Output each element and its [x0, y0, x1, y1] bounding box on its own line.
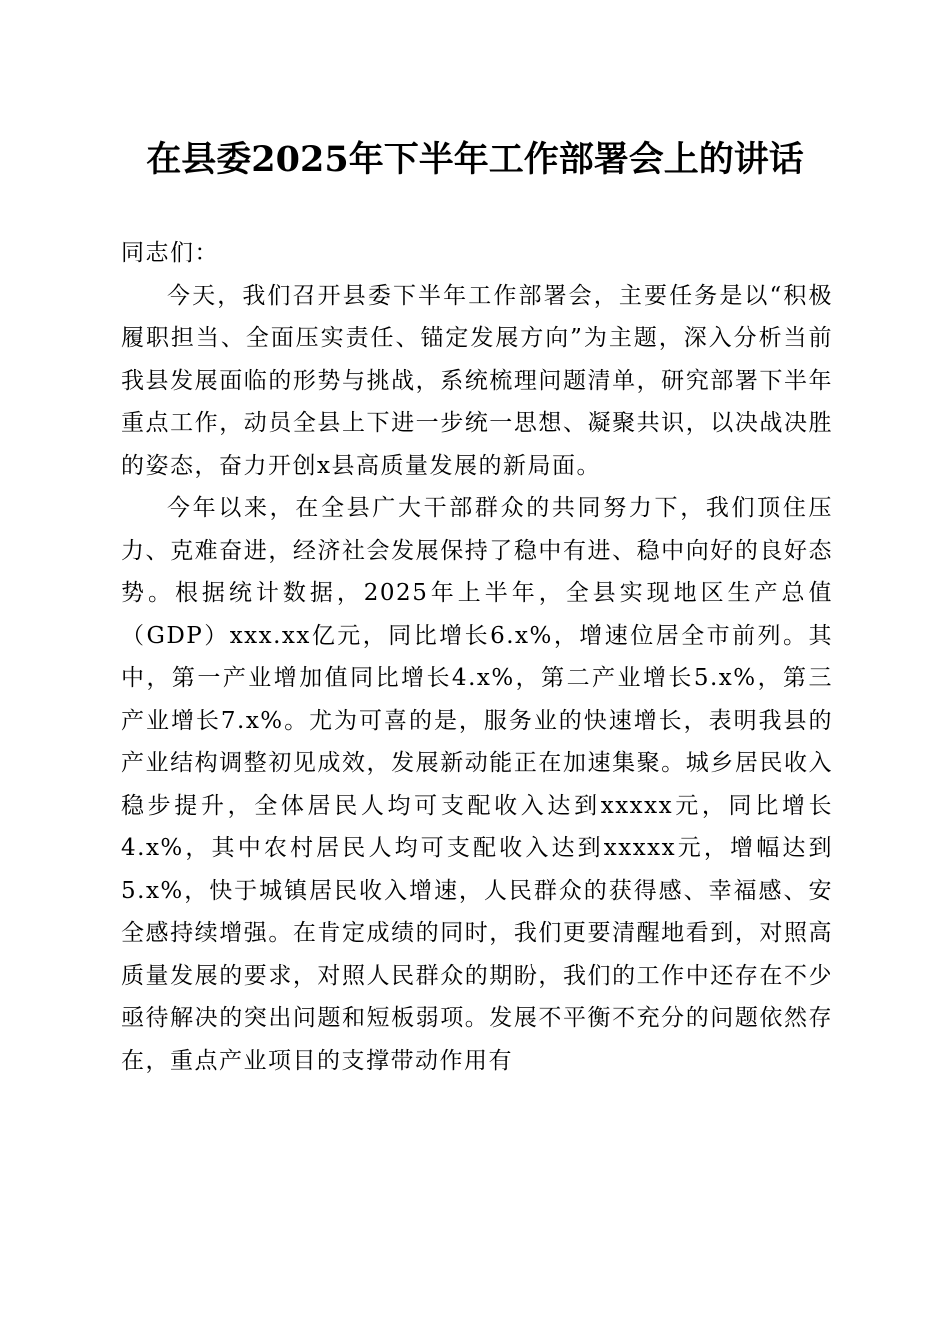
paragraph-intro: 今天，我们召开县委下半年工作部署会，主要任务是以“积极履职担当、全面压实责任、锚定发展方向”为主题，深入分析当前我县发展面临的形势与挑战，系统梳理问题清单，研究部署下半年重点工作，动员全县上下进一步统一思想、凝聚共识，以决战决胜的姿态，奋力开创x县高质量发展的新局面。 — [121, 282, 833, 479]
document-body — [121, 232, 833, 1082]
salutation: 同志们： — [121, 240, 219, 266]
document-title: 在县委2025年下半年工作部署会上的讲话 — [146, 139, 804, 180]
paragraph-review: 今年以来，在全县广大干部群众的共同努力下，我们顶住压力、克难奋进，经济社会发展保持了稳中有进、稳中向好的良好态势。根据统计数据，2025年上半年，全县实现地区生产总值（GDP）xxx.xx亿元，同比增长6.x%，增速位居全市前列。其中，第一产业增加值同比增长4.x%，第二产业增长5.x%，第三产业增长7.x%。尤为可喜的是，服务业的快速增长，表明我县的产业结构调整初见成效，发展新动能正在加速集聚。城乡居民收入稳步提升，全体居民人均可支配收入达到xxxxx元，同比增长4.x%，其中农村居民人均可支配收入达到xxxxx元，增幅达到5.x%，快于城镇居民收入增速，人民群众的获得感、幸福感、安全感持续增强。在肯定成绩的同时，我们更要清醒地看到，对照高质量发展的要求，对照人民群众的期盼，我们的工作中还存在不少亟待解决的突出问题和短板弱项。发展不平衡不充分的问题依然存在，重点产业项目的支撑带动作用有 — [121, 495, 833, 1074]
